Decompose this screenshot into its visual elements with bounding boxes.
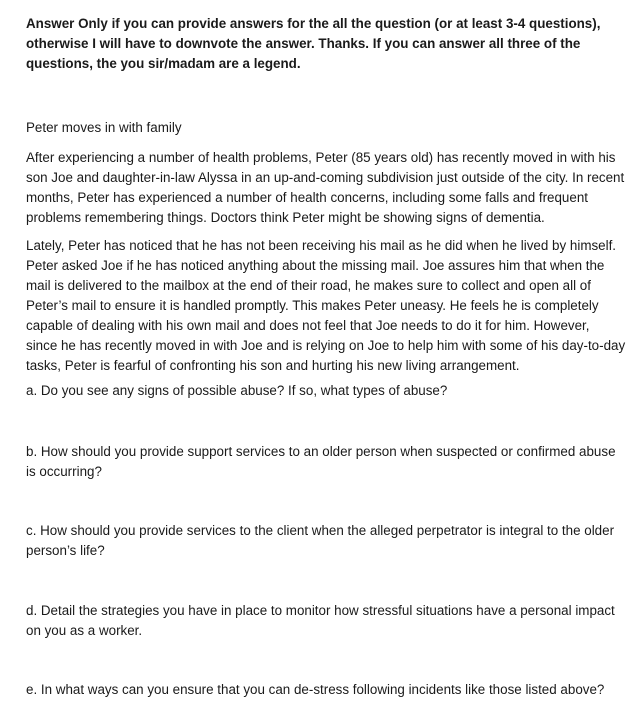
paragraph-line: After experiencing a number of health problems, Peter (85 years old) has recently moved in with his [26, 150, 616, 165]
question-d [26, 601, 630, 641]
case-paragraph-1 [26, 148, 630, 228]
paragraph-line: months, Peter has experienced a number of health concerns, including some falls and frequent [26, 190, 588, 205]
header-line-1: Answer Only if you can provide answers for the all the question (or at least 3-4 questions), [26, 16, 601, 31]
question-line: is occurring? [26, 464, 102, 479]
paragraph-line: Peter asked Joe if he has noticed anything about the missing mail. Joe assures him that when the [26, 258, 605, 273]
case-title-text: Peter moves in with family [26, 120, 182, 135]
paragraph-line: problems remembering things. Doctors think Peter might be showing signs of dementia. [26, 210, 545, 225]
question-b [26, 442, 630, 482]
paragraph-line: mail is delivered to the mailbox at the end of their road, he makes sure to collect and open all of [26, 278, 591, 293]
question-line: b. How should you provide support services to an older person when suspected or confirmed abuse [26, 444, 616, 459]
instruction-header [26, 14, 630, 74]
question-c [26, 521, 630, 561]
paragraph-line: Lately, Peter has noticed that he has not been receiving his mail as he did when he lived by himself. [26, 238, 617, 253]
paragraph-line: capable of dealing with his own mail and does not feel that Joe needs to do it for him. However, [26, 318, 590, 333]
case-title [26, 118, 630, 138]
paragraph-line: since he has recently moved in with Joe and is relying on Joe to help him with some of his day-to-day [26, 338, 626, 353]
header-line-2: otherwise I will have to downvote the answer. Thanks. If you can answer all three of the [26, 36, 581, 51]
question-line: d. Detail the strategies you have in place to monitor how stressful situations have a personal impact [26, 603, 615, 618]
question-a [26, 381, 630, 401]
paragraph-line: tasks, Peter is fearful of confronting his son and hurting his new living arrangement. [26, 358, 520, 373]
question-e [26, 680, 630, 700]
question-line: e. In what ways can you ensure that you can de-stress following incidents like those listed above? [26, 682, 605, 697]
question-line: a. Do you see any signs of possible abuse? If so, what types of abuse? [26, 383, 448, 398]
paragraph-line: son Joe and daughter-in-law Alyssa in an up-and-coming subdivision just outside of the city. In recent [26, 170, 625, 185]
case-paragraph-2 [26, 236, 630, 376]
header-line-3: questions, the you sir/madam are a legend. [26, 56, 301, 71]
paragraph-line: Peter’s mail to ensure it is handled promptly. This makes Peter uneasy. He feels he is completely [26, 298, 599, 313]
question-line: on you as a worker. [26, 623, 143, 638]
question-line: c. How should you provide services to the client when the alleged perpetrator is integral to the older [26, 523, 615, 538]
question-line: person’s life? [26, 543, 105, 558]
